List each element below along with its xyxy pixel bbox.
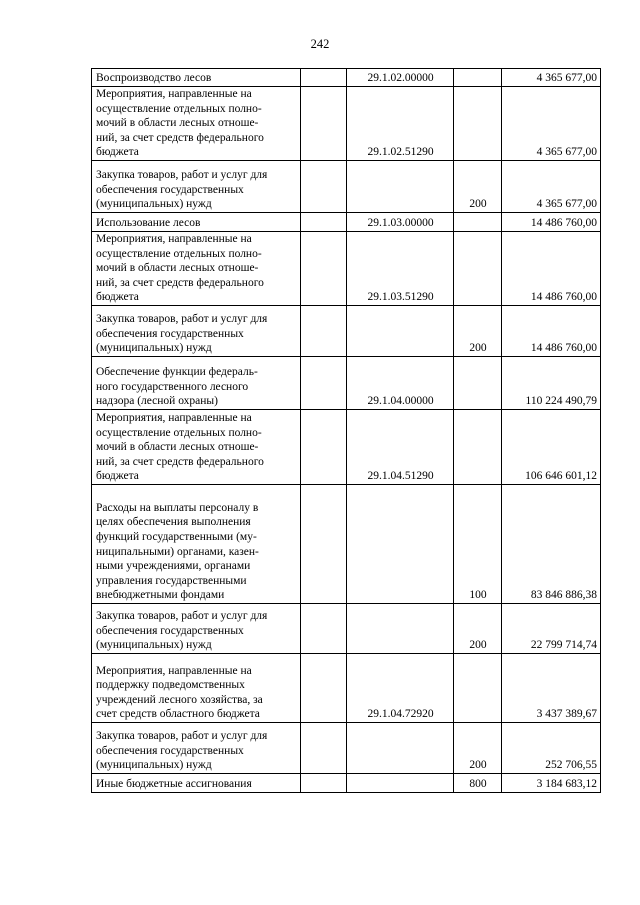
row-name-display: Иные бюджетные ассигнования xyxy=(96,778,252,791)
row-code: 29.1.04.51290 xyxy=(347,409,454,484)
empty-cell xyxy=(301,69,347,87)
table-row xyxy=(92,305,601,356)
row-name-cell xyxy=(92,356,301,409)
row-amount: 4 365 677,00 xyxy=(502,69,601,87)
row-name-display: Воспроизводство лесов xyxy=(96,72,212,85)
row-amount: 14 486 760,00 xyxy=(502,212,601,231)
row-amount: 110 224 490,79 xyxy=(502,356,601,409)
row-name-cell xyxy=(92,231,301,305)
row-expense-type: 200 xyxy=(454,722,502,773)
row-name-cell xyxy=(92,160,301,212)
row-amount: 83 846 886,38 xyxy=(502,484,601,603)
table-row xyxy=(92,356,601,409)
table-row xyxy=(92,722,601,773)
empty-cell xyxy=(301,160,347,212)
budget-table-body xyxy=(92,69,601,793)
row-name-display: Мероприятия, направленные на осуществление отдельных полно- мочий в области лесных отноше- ний, за счет средств федерального бюджета xyxy=(96,232,264,304)
empty-cell xyxy=(301,603,347,653)
row-name-display: Закупка товаров, работ и услуг для обеспечения государственных (муниципальных) нужд xyxy=(96,169,268,211)
row-name-cell xyxy=(92,603,301,653)
row-amount: 4 365 677,00 xyxy=(502,87,601,161)
row-expense-type: 200 xyxy=(454,305,502,356)
row-expense-type xyxy=(454,231,502,305)
table-row xyxy=(92,603,601,653)
row-expense-type: 800 xyxy=(454,773,502,792)
row-code: 29.1.03.00000 xyxy=(347,212,454,231)
row-expense-type xyxy=(454,653,502,722)
table-row xyxy=(92,231,601,305)
row-expense-type: 200 xyxy=(454,160,502,212)
row-amount: 3 437 389,67 xyxy=(502,653,601,722)
table-row xyxy=(92,212,601,231)
row-code xyxy=(347,484,454,603)
table-row xyxy=(92,160,601,212)
row-name-display: Мероприятия, направленные на поддержку подведомственных учреждений лесного хозяйства, за счет средств областного бюджета xyxy=(96,664,263,721)
row-code xyxy=(347,160,454,212)
row-name-display: Закупка товаров, работ и услуг для обеспечения государственных (муниципальных) нужд xyxy=(96,610,268,652)
row-expense-type xyxy=(454,69,502,87)
row-code: 29.1.03.51290 xyxy=(347,231,454,305)
row-amount: 3 184 683,12 xyxy=(502,773,601,792)
row-expense-type: 100 xyxy=(454,484,502,603)
row-code xyxy=(347,773,454,792)
row-expense-type xyxy=(454,212,502,231)
row-code: 29.1.02.51290 xyxy=(347,87,454,161)
budget-table xyxy=(91,68,601,793)
row-name-cell xyxy=(92,409,301,484)
row-expense-type xyxy=(454,409,502,484)
empty-cell xyxy=(301,356,347,409)
row-code: 29.1.02.00000 xyxy=(347,69,454,87)
table-row xyxy=(92,87,601,161)
row-expense-type xyxy=(454,356,502,409)
row-amount: 22 799 714,74 xyxy=(502,603,601,653)
empty-cell xyxy=(301,409,347,484)
row-name-cell xyxy=(92,653,301,722)
row-name-cell xyxy=(92,722,301,773)
row-code: 29.1.04.72920 xyxy=(347,653,454,722)
empty-cell xyxy=(301,653,347,722)
empty-cell xyxy=(301,484,347,603)
row-name-display: Закупка товаров, работ и услуг для обеспечения государственных (муниципальных) нужд xyxy=(96,730,268,772)
row-name-cell xyxy=(92,212,301,231)
row-amount: 14 486 760,00 xyxy=(502,305,601,356)
row-amount: 4 365 677,00 xyxy=(502,160,601,212)
empty-cell xyxy=(301,87,347,161)
empty-cell xyxy=(301,305,347,356)
row-name-display: Закупка товаров, работ и услуг для обеспечения государственных (муниципальных) нужд xyxy=(96,313,268,355)
row-name-cell xyxy=(92,305,301,356)
row-name-cell xyxy=(92,773,301,792)
row-name-display: Обеспечение функции федераль- ного государственного лесного надзора (лесной охраны) xyxy=(96,366,258,408)
table-row xyxy=(92,409,601,484)
row-name-cell xyxy=(92,484,301,603)
row-name-display: Мероприятия, направленные на осуществление отдельных полно- мочий в области лесных отноше- ний, за счет средств федерального бюджета xyxy=(96,411,264,483)
table-row xyxy=(92,653,601,722)
row-code xyxy=(347,305,454,356)
row-code xyxy=(347,722,454,773)
row-amount: 252 706,55 xyxy=(502,722,601,773)
empty-cell xyxy=(301,722,347,773)
row-name-display: Расходы на выплаты персоналу в целях обеспечения выполнения функций государственными (му- ниципальными) органами, казен- ными учреждениями, органами управления государственными внебюджетными фондами xyxy=(96,501,259,602)
table-row xyxy=(92,484,601,603)
row-name-cell xyxy=(92,69,301,87)
row-name-display: Мероприятия, направленные на осуществление отдельных полно- мочий в области лесных отноше- ний, за счет средств федерального бюджета xyxy=(96,88,264,159)
row-expense-type xyxy=(454,87,502,161)
row-name-display: Использование лесов xyxy=(96,217,201,230)
empty-cell xyxy=(301,773,347,792)
row-code: 29.1.04.00000 xyxy=(347,356,454,409)
empty-cell xyxy=(301,212,347,231)
table-row xyxy=(92,773,601,792)
row-amount: 14 486 760,00 xyxy=(502,231,601,305)
empty-cell xyxy=(301,231,347,305)
row-amount: 106 646 601,12 xyxy=(502,409,601,484)
row-name-cell xyxy=(92,87,301,161)
table-row xyxy=(92,69,601,87)
row-code xyxy=(347,603,454,653)
page-number: 242 xyxy=(310,37,330,51)
row-expense-type: 200 xyxy=(454,603,502,653)
